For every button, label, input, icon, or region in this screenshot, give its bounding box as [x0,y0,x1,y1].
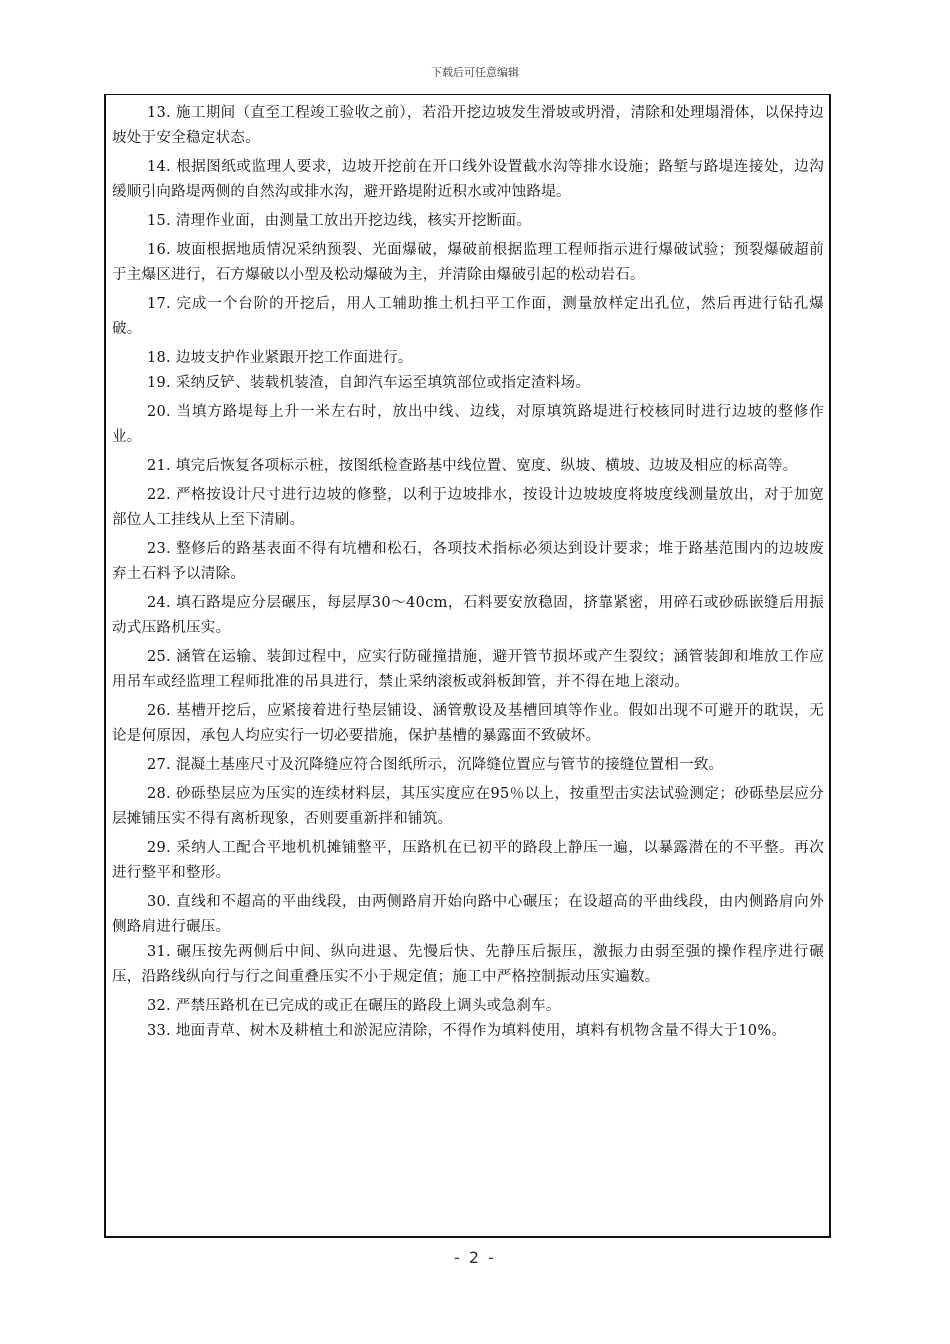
list-item: 20. 当填方路堤每上升一米左右时，放出中线、边线，对原填筑路堤进行校核同时进行边坡的整修作业。 [112,404,824,445]
list-item: 13. 施工期间（直至工程竣工验收之前），若沿开挖边坡发生滑坡或坍滑，清除和处理塌滑体，以保持边坡处于安全稳定状态。 [112,105,824,146]
list-item: 22. 严格按设计尺寸进行边坡的修整，以利于边坡排水，按设计边坡坡度将坡度线测量放出，对于加宽部位人工挂线从上至下清刷。 [112,487,824,528]
header-note: 下载后可任意编辑 [431,66,519,79]
list-item: 16. 坡面根据地质情况采纳预裂、光面爆破，爆破前根据监理工程师指示进行爆破试验；预裂爆破超前于主爆区进行，石方爆破以小型及松动爆破为主，并清除由爆破引起的松动岩石。 [112,242,824,283]
document-body [112,101,824,1044]
page-number: - 2 - [454,1248,496,1267]
list-item: 30. 直线和不超高的平曲线段，由两侧路肩开始向路中心碾压；在设超高的平曲线段，由内侧路肩向外侧路肩进行碾压。 [112,894,824,935]
list-item: 28. 砂砾垫层应为压实的连续材料层，其压实度应在95％以上，按重型击实法试验测定；砂砾垫层应分层摊铺压实不得有离析现象，否则要重新拌和铺筑。 [112,786,824,827]
list-item: 14. 根据图纸或监理人要求，边坡开挖前在开口线外设置截水沟等排水设施；路堑与路堤连接处，边沟缓顺引向路堤两侧的自然沟或排水沟，避开路堤附近积水或冲蚀路堤。 [112,159,824,200]
list-item: 27. 混凝土基座尺寸及沉降缝应符合图纸所示，沉降缝位置应与管节的接缝位置相一致。 [147,757,724,773]
list-item: 21. 填完后恢复各项标示桩，按图纸检查路基中线位置、宽度、纵坡、横坡、边坡及相应的标高等。 [147,458,798,474]
list-item: 33. 地面青草、树木及耕植土和淤泥应清除，不得作为填料使用，填料有机物含量不得大于10%。 [147,1023,787,1039]
list-item: 32. 严禁压路机在已完成的或正在碾压的路段上调头或急刹车。 [147,998,561,1014]
list-item: 25. 涵管在运输、装卸过程中，应实行防碰撞措施，避开管节损坏或产生裂纹；涵管装卸和堆放工作应用吊车或经监理工程师批准的吊具进行，禁止采纳滚板或斜板卸管，并不得在地上滚动。 [112,649,824,690]
list-item: 18. 边坡支护作业紧跟开挖工作面进行。 [147,350,413,366]
list-item: 17. 完成一个台阶的开挖后，用人工辅助推土机扫平工作面，测量放样定出孔位，然后再进行钻孔爆破。 [112,296,824,337]
list-item: 31. 碾压按先两侧后中间、纵向进退、先慢后快、先静压后振压，激振力由弱至强的操作程序进行碾压，沿路线纵向行与行之间重叠压实不小于规定值；施工中严格控制振动压实遍数。 [112,944,824,985]
list-item: 15. 清理作业面，由测量工放出开挖边线，核实开挖断面。 [147,213,532,229]
list-item: 26. 基槽开挖后，应紧接着进行垫层铺设、涵管敷设及基槽回填等作业。假如出现不可避开的耽误，无论是何原因，承包人均应实行一切必要措施，保护基槽的暴露面不致破坏。 [112,703,824,744]
list-item: 29. 采纳人工配合平地机机摊铺整平，压路机在已初平的路段上静压一遍，以暴露潜在的不平整。再次进行整平和整形。 [112,840,824,881]
list-item: 19. 采纳反铲、装载机装渣，自卸汽车运至填筑部位或指定渣料场。 [147,375,591,391]
list-item: 24. 填石路堤应分层碾压，每层厚30～40cm，石料要安放稳固，挤靠紧密，用碎石或砂砾嵌缝后用振动式压路机压实。 [112,595,824,636]
list-item: 23. 整修后的路基表面不得有坑槽和松石，各项技术指标必须达到设计要求；堆于路基范围内的边坡废弃土石料予以清除。 [112,541,824,582]
